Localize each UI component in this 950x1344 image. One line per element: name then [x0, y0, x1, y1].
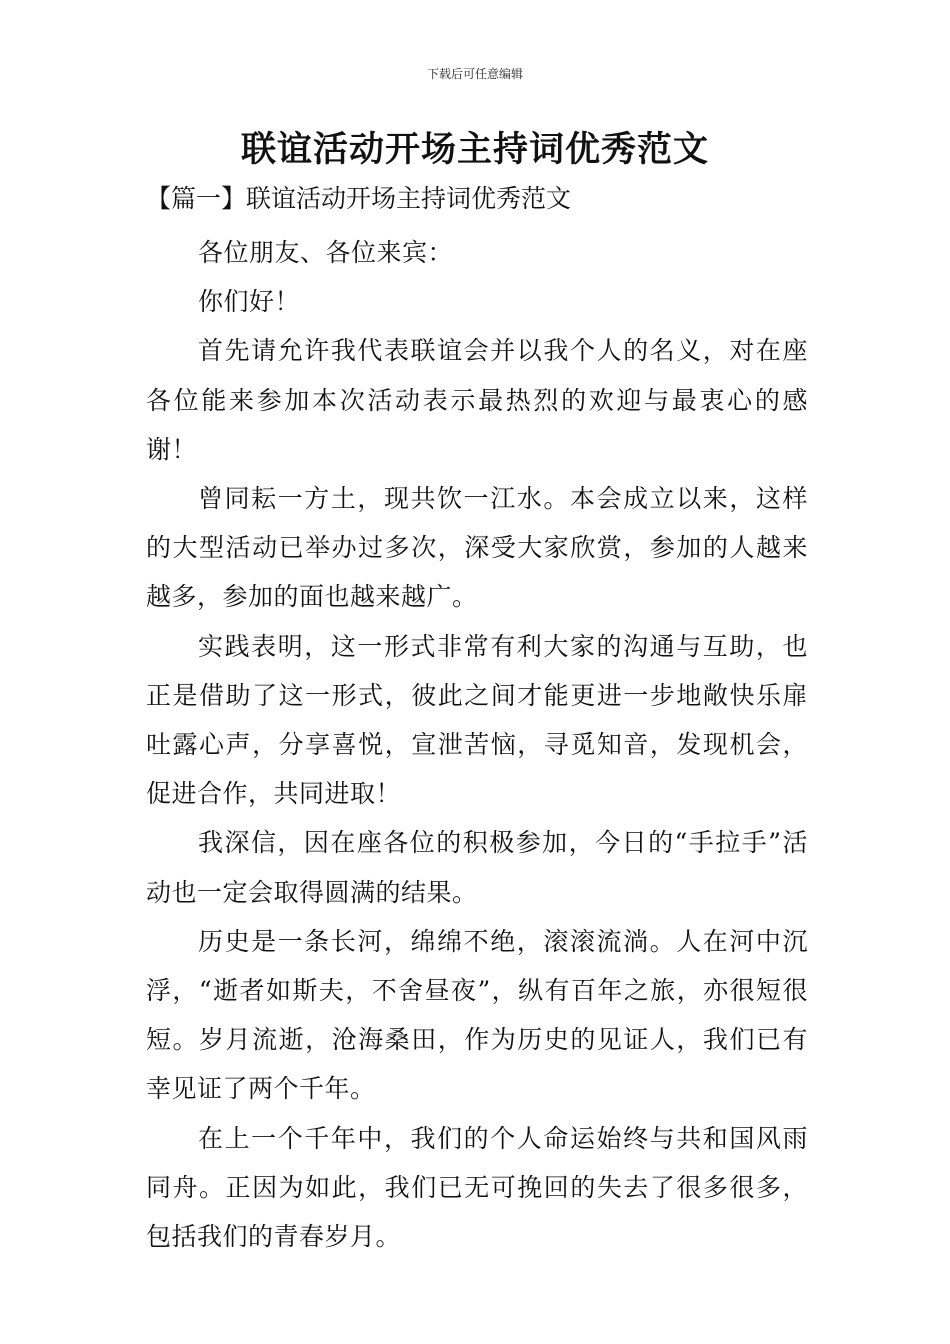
- paragraph: 首先请允许我代表联谊会并以我个人的名义，对在座各位能来参加本次活动表示最热烈的欢迎与最衷心的感谢！: [146, 336, 808, 464]
- header-note: 下载后可任意编辑: [426, 67, 523, 81]
- paragraph: 实践表明，这一形式非常有利大家的沟通与互助，也正是借助了这一形式，彼此之间才能更进一步地敞快乐扉吐露心声，分享喜悦，宣泄苦恼，寻觅知音，发现机会，促进合作，共同进取！: [146, 631, 808, 809]
- section-heading: 【篇一】联谊活动开场主持词优秀范文: [146, 184, 572, 213]
- document-body: [146, 228, 808, 1261]
- paragraph: 在上一个千年中，我们的个人命运始终与共和国风雨同舟。正因为如此，我们已无可挽回的失去了很多很多，包括我们的青春岁月。: [146, 1123, 808, 1252]
- paragraph-greeting: 各位朋友、各位来宾：: [198, 238, 454, 267]
- paragraph: 曾同耘一方土，现共饮一江水。本会成立以来，这样的大型活动已举办过多次，深受大家欣赏，参加的人越来越多，参加的面也越来越广。: [146, 484, 808, 612]
- paragraph-hello: 你们好！: [198, 287, 301, 317]
- paragraph: 我深信，因在座各位的积极参加，今日的“手拉手”活动也一定会取得圆满的结果。: [146, 828, 808, 907]
- paragraph: 历史是一条长河，绵绵不绝，滚滚流淌。人在河中沉浮，“逝者如斯夫，不舍昼夜”，纵有百年之旅，亦很短很短。岁月流逝，沧海桑田，作为历史的见证人，我们已有幸见证了两个千年。: [146, 926, 808, 1104]
- document-title: 联谊活动开场主持词优秀范文: [240, 129, 709, 170]
